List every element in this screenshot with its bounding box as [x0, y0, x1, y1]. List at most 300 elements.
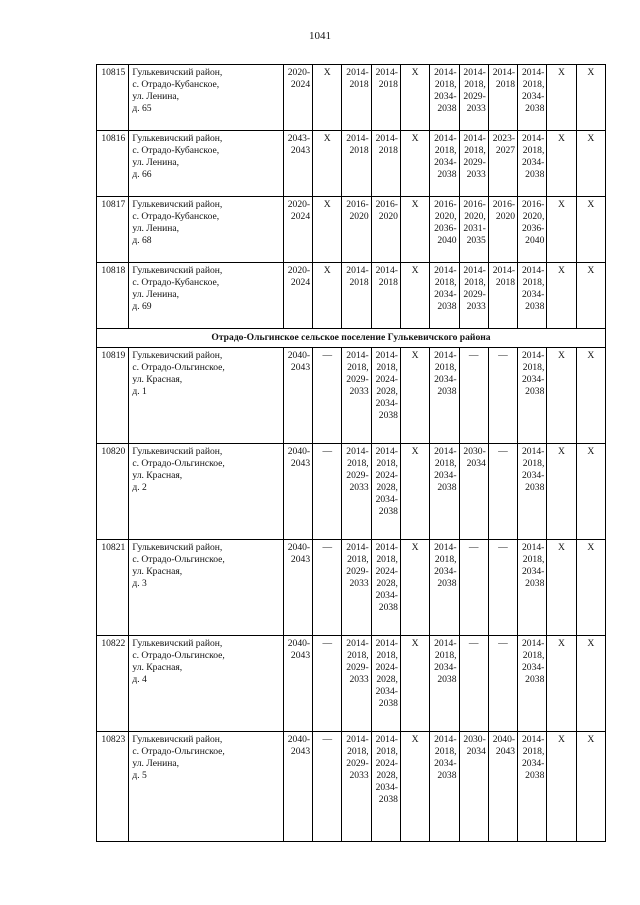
cell-text: 2014-: [375, 542, 398, 553]
cell-text: 2029-: [346, 374, 369, 385]
cell-text: 2018,: [376, 362, 398, 373]
cell-text: 2018,: [434, 362, 457, 373]
cell-text: 2018,: [434, 650, 457, 661]
cell-text: 2018,: [347, 362, 369, 373]
cell-text: —: [498, 350, 508, 361]
period-cell: [488, 263, 517, 329]
period-cell: [313, 263, 342, 329]
address-line: д. 4: [132, 674, 147, 685]
cell-text: 2014-: [463, 265, 486, 276]
cell-text: X: [558, 350, 565, 361]
period-cell: [342, 444, 371, 540]
period-cell: [400, 540, 429, 636]
cell-text: 2014-: [346, 133, 369, 144]
cell-text: 2024: [290, 211, 311, 222]
cell-text: 2033: [349, 386, 369, 397]
cell-text: X: [411, 265, 419, 276]
address-line: с. Отрадо-Кубанское,: [132, 79, 220, 90]
cell-text: —: [498, 446, 508, 457]
period-cell: [283, 263, 312, 329]
row-number: 10818: [97, 263, 129, 329]
address-line: с. Отрадо-Ольгинское,: [132, 650, 225, 661]
cell-text: 2014-: [346, 67, 369, 78]
cell-text: 2043: [290, 362, 311, 373]
address-line: с. Отрадо-Ольгинское,: [132, 458, 225, 469]
period-cell: [547, 263, 576, 329]
table-row: [97, 540, 606, 636]
cell-text: 2020-: [287, 199, 311, 210]
period-cell: [518, 636, 547, 732]
cell-text: 2038: [525, 482, 545, 493]
address-line: д. 65: [132, 103, 152, 114]
address-cell: [129, 540, 284, 636]
address-line: д. 69: [132, 301, 152, 312]
period-cell: [547, 636, 576, 732]
address-line: Гулькевичский район,: [132, 133, 223, 144]
address-line: д. 5: [132, 770, 147, 781]
cell-text: 2018: [378, 79, 398, 90]
cell-text: 2018,: [464, 277, 486, 288]
period-cell: [488, 65, 517, 131]
cell-text: —: [322, 542, 333, 553]
cell-text: X: [411, 67, 419, 78]
table-row: [97, 732, 606, 842]
cell-text: 2038: [378, 506, 398, 517]
cell-text: 2029-: [463, 157, 486, 168]
cell-text: X: [587, 638, 595, 649]
cell-text: 2014-: [521, 265, 545, 276]
cell-text: 2034: [466, 746, 486, 757]
cell-text: 2030-: [463, 734, 486, 745]
cell-text: X: [323, 265, 331, 276]
cell-text: 2034-: [434, 662, 457, 673]
cell-text: 2018,: [376, 650, 398, 661]
cell-text: X: [558, 638, 565, 649]
cell-text: 2018,: [522, 79, 545, 90]
cell-text: 2043: [290, 650, 311, 661]
cell-text: 2034-: [434, 470, 457, 481]
address-line: д. 2: [132, 482, 147, 493]
cell-text: 2018,: [434, 458, 457, 469]
period-cell: [459, 540, 488, 636]
period-cell: [576, 65, 605, 131]
cell-text: 2014-: [434, 67, 457, 78]
period-cell: [342, 540, 371, 636]
cell-text: 2014-: [463, 133, 486, 144]
period-cell: [430, 540, 459, 636]
cell-text: 2028,: [376, 482, 398, 493]
cell-text: 2014-: [521, 350, 545, 361]
cell-text: 2038: [525, 103, 545, 114]
cell-text: —: [468, 350, 479, 361]
cell-text: 2018,: [376, 746, 398, 757]
cell-text: 2029-: [463, 289, 486, 300]
cell-text: 2020,: [434, 211, 457, 222]
address-line: с. Отрадо-Ольгинское,: [132, 362, 225, 373]
period-cell: [283, 131, 312, 197]
cell-text: 2018: [378, 145, 398, 156]
address-cell: [129, 732, 284, 842]
address-cell: [129, 636, 284, 732]
table-body-top: [97, 65, 606, 329]
cell-text: 2014-: [434, 638, 457, 649]
cell-text: 2024-: [375, 758, 398, 769]
cell-text: 2034-: [521, 289, 545, 300]
cell-text: 2043: [290, 145, 311, 156]
cell-text: 2014-: [521, 446, 545, 457]
cell-text: 2018,: [347, 650, 369, 661]
period-cell: [518, 732, 547, 842]
cell-text: 2018: [349, 79, 369, 90]
address-line: ул. Красная,: [132, 470, 183, 481]
cell-text: X: [411, 133, 419, 144]
cell-text: 2016-: [463, 199, 486, 210]
period-cell: [371, 540, 400, 636]
cell-text: 2014-: [346, 542, 369, 553]
cell-text: —: [322, 446, 333, 457]
address-line: ул. Ленина,: [132, 758, 180, 769]
address-cell: [129, 197, 284, 263]
cell-text: 2024-: [375, 566, 398, 577]
period-cell: [459, 636, 488, 732]
address-line: д. 1: [132, 386, 147, 397]
cell-text: —: [468, 638, 479, 649]
cell-text: 2033: [349, 578, 369, 589]
cell-text: 2020: [349, 211, 369, 222]
address-line: д. 3: [132, 578, 147, 589]
period-cell: [430, 131, 459, 197]
period-cell: [576, 263, 605, 329]
row-number: 10816: [97, 131, 129, 197]
cell-text: 2014-: [434, 133, 457, 144]
cell-text: X: [558, 199, 565, 210]
period-cell: [459, 444, 488, 540]
period-cell: [371, 732, 400, 842]
period-cell: [488, 444, 517, 540]
cell-text: 2036-: [434, 223, 457, 234]
period-cell: [400, 131, 429, 197]
address-line: ул. Ленина,: [132, 289, 180, 300]
cell-text: 2038: [437, 674, 457, 685]
address-line: Гулькевичский район,: [132, 350, 223, 361]
cell-text: 2018,: [522, 277, 545, 288]
cell-text: 2014-: [434, 265, 457, 276]
cell-text: 2040-: [492, 734, 516, 745]
cell-text: X: [558, 446, 565, 457]
address-line: ул. Красная,: [132, 662, 183, 673]
cell-text: 2014-: [463, 67, 486, 78]
cell-text: 2040: [437, 235, 457, 246]
period-cell: [400, 444, 429, 540]
cell-text: —: [498, 542, 508, 553]
cell-text: 2043-: [287, 133, 311, 144]
address-line: Гулькевичский район,: [132, 734, 223, 745]
address-line: Гулькевичский район,: [132, 446, 223, 457]
period-cell: [342, 636, 371, 732]
period-cell: [313, 65, 342, 131]
period-cell: [313, 540, 342, 636]
period-cell: [518, 540, 547, 636]
period-cell: [371, 131, 400, 197]
period-cell: [430, 65, 459, 131]
cell-text: 2038: [437, 103, 457, 114]
cell-text: 2014-: [346, 265, 369, 276]
cell-text: 2038: [378, 410, 398, 421]
cell-text: 2018: [495, 79, 516, 90]
address-line: д. 66: [132, 169, 152, 180]
cell-text: 2043: [290, 746, 311, 757]
cell-text: 2034-: [521, 758, 545, 769]
cell-text: 2043: [290, 554, 311, 565]
cell-text: —: [468, 542, 479, 553]
address-line: с. Отрадо-Ольгинское,: [132, 554, 225, 565]
period-cell: [283, 348, 312, 444]
cell-text: X: [587, 350, 595, 361]
period-cell: [342, 263, 371, 329]
cell-text: 2018: [495, 277, 516, 288]
cell-text: 2018,: [347, 554, 369, 565]
cell-text: 2034-: [521, 662, 545, 673]
cell-text: 2020: [378, 211, 398, 222]
cell-text: 2033: [466, 103, 486, 114]
cell-text: X: [587, 133, 595, 144]
cell-text: 2040-: [287, 542, 311, 553]
cell-text: 2014-: [492, 265, 516, 276]
cell-text: X: [587, 734, 595, 745]
address-line: с. Отрадо-Ольгинское,: [132, 746, 225, 757]
cell-text: 2018,: [434, 746, 457, 757]
table-row: [97, 263, 606, 329]
cell-text: 2014-: [492, 67, 516, 78]
address-line: ул. Красная,: [132, 566, 183, 577]
cell-text: 2034-: [375, 494, 398, 505]
period-cell: [488, 732, 517, 842]
period-cell: [400, 348, 429, 444]
cell-text: 2014-: [434, 542, 457, 553]
address-line: Гулькевичский район,: [132, 542, 223, 553]
period-cell: [283, 444, 312, 540]
cell-text: 2020-: [287, 265, 311, 276]
cell-text: 2033: [349, 482, 369, 493]
period-cell: [547, 732, 576, 842]
period-cell: [371, 197, 400, 263]
period-cell: [342, 348, 371, 444]
period-cell: [459, 263, 488, 329]
cell-text: 2016-: [492, 199, 516, 210]
period-cell: [576, 348, 605, 444]
table-row: [97, 444, 606, 540]
cell-text: 2018,: [376, 458, 398, 469]
cell-text: X: [411, 638, 419, 649]
cell-text: 2029-: [346, 566, 369, 577]
cell-text: 2034-: [434, 289, 457, 300]
cell-text: X: [411, 199, 419, 210]
period-cell: [547, 444, 576, 540]
cell-text: 2035: [466, 235, 486, 246]
cell-text: 2024-: [375, 662, 398, 673]
cell-text: 2034-: [521, 157, 545, 168]
cell-text: 2028,: [376, 578, 398, 589]
table-row: [97, 131, 606, 197]
row-number: 10817: [97, 197, 129, 263]
cell-text: 2014-: [346, 734, 369, 745]
cell-text: 2040-: [287, 638, 311, 649]
cell-text: 2030-: [463, 446, 486, 457]
period-cell: [342, 732, 371, 842]
period-cell: [459, 732, 488, 842]
cell-text: 2016-: [434, 199, 457, 210]
period-cell: [488, 636, 517, 732]
period-cell: [342, 131, 371, 197]
cell-text: X: [587, 446, 595, 457]
address-line: Гулькевичский район,: [132, 67, 223, 78]
cell-text: X: [587, 265, 595, 276]
cell-text: X: [558, 133, 565, 144]
section-header-row: [97, 329, 606, 348]
period-cell: [400, 732, 429, 842]
period-cell: [459, 65, 488, 131]
period-cell: [342, 65, 371, 131]
cell-text: 2040-: [287, 446, 311, 457]
address-cell: [129, 263, 284, 329]
cell-text: 2038: [525, 301, 545, 312]
row-number: 10815: [97, 65, 129, 131]
table-row: [97, 636, 606, 732]
cell-text: 2018: [349, 277, 369, 288]
address-cell: [129, 444, 284, 540]
cell-text: 2034-: [375, 686, 398, 697]
cell-text: 2029-: [346, 470, 369, 481]
cell-text: X: [411, 350, 419, 361]
period-cell: [459, 131, 488, 197]
page-number: 1041: [309, 30, 331, 42]
cell-text: 2034-: [434, 566, 457, 577]
cell-text: —: [322, 638, 333, 649]
cell-text: 2018,: [434, 79, 457, 90]
period-cell: [576, 444, 605, 540]
cell-text: 2014-: [521, 67, 545, 78]
cell-text: 2038: [378, 794, 398, 805]
row-number: 10822: [97, 636, 129, 732]
cell-text: 2016-: [521, 199, 545, 210]
cell-text: 2018: [349, 145, 369, 156]
cell-text: X: [558, 265, 565, 276]
period-cell: [313, 197, 342, 263]
cell-text: 2034-: [434, 157, 457, 168]
cell-text: 2038: [437, 770, 457, 781]
cell-text: 2014-: [434, 350, 457, 361]
cell-text: 2043: [290, 458, 311, 469]
cell-text: X: [558, 734, 565, 745]
cell-text: 2029-: [346, 662, 369, 673]
cell-text: 2023-: [492, 133, 516, 144]
table-row: [97, 348, 606, 444]
cell-text: 2028,: [376, 674, 398, 685]
cell-text: 2014-: [375, 265, 398, 276]
cell-text: —: [498, 638, 508, 649]
address-line: с. Отрадо-Кубанское,: [132, 211, 220, 222]
cell-text: X: [323, 133, 331, 144]
period-cell: [400, 263, 429, 329]
address-line: с. Отрадо-Кубанское,: [132, 277, 220, 288]
cell-text: 2033: [349, 674, 369, 685]
period-cell: [430, 348, 459, 444]
period-cell: [400, 197, 429, 263]
cell-text: X: [323, 67, 331, 78]
cell-text: 2020,: [464, 211, 486, 222]
cell-text: 2014-: [375, 734, 398, 745]
period-cell: [488, 197, 517, 263]
cell-text: X: [558, 542, 565, 553]
cell-text: X: [587, 67, 595, 78]
period-cell: [547, 348, 576, 444]
cell-text: 2016-: [346, 199, 369, 210]
cell-text: 2034-: [521, 566, 545, 577]
cell-text: —: [322, 350, 333, 361]
cell-text: 2038: [525, 674, 545, 685]
cell-text: 2034-: [521, 470, 545, 481]
cell-text: 2038: [525, 578, 545, 589]
cell-text: 2014-: [346, 350, 369, 361]
address-cell: [129, 65, 284, 131]
period-cell: [313, 636, 342, 732]
cell-text: 2034-: [434, 758, 457, 769]
period-cell: [488, 540, 517, 636]
period-cell: [430, 197, 459, 263]
period-cell: [518, 348, 547, 444]
period-cell: [547, 197, 576, 263]
period-cell: [518, 263, 547, 329]
cell-text: —: [322, 734, 333, 745]
period-cell: [459, 348, 488, 444]
buildings-table: [96, 64, 606, 842]
cell-text: 2014-: [346, 638, 369, 649]
period-cell: [430, 732, 459, 842]
cell-text: 2018,: [434, 277, 457, 288]
cell-text: 2038: [378, 698, 398, 709]
cell-text: 2029-: [463, 91, 486, 102]
period-cell: [313, 444, 342, 540]
cell-text: 2036-: [521, 223, 545, 234]
cell-text: 2029-: [346, 758, 369, 769]
cell-text: X: [411, 542, 419, 553]
row-number: 10821: [97, 540, 129, 636]
cell-text: 2038: [378, 602, 398, 613]
cell-text: 2016-: [375, 199, 398, 210]
period-cell: [371, 636, 400, 732]
period-cell: [488, 348, 517, 444]
cell-text: 2024: [290, 79, 311, 90]
cell-text: 2031-: [463, 223, 486, 234]
cell-text: 2034-: [521, 374, 545, 385]
period-cell: [313, 732, 342, 842]
cell-text: 2040: [525, 235, 545, 246]
cell-text: 2018,: [376, 554, 398, 565]
cell-text: 2014-: [375, 638, 398, 649]
cell-text: 2033: [349, 770, 369, 781]
address-line: Гулькевичский район,: [132, 265, 223, 276]
period-cell: [518, 444, 547, 540]
cell-text: 2018,: [522, 746, 545, 757]
period-cell: [576, 131, 605, 197]
address-line: ул. Ленина,: [132, 91, 180, 102]
cell-text: 2034-: [434, 91, 457, 102]
cell-text: 2034-: [521, 91, 545, 102]
cell-text: 2014-: [434, 734, 457, 745]
cell-text: 2018,: [347, 458, 369, 469]
address-line: ул. Ленина,: [132, 223, 180, 234]
table-row: [97, 65, 606, 131]
